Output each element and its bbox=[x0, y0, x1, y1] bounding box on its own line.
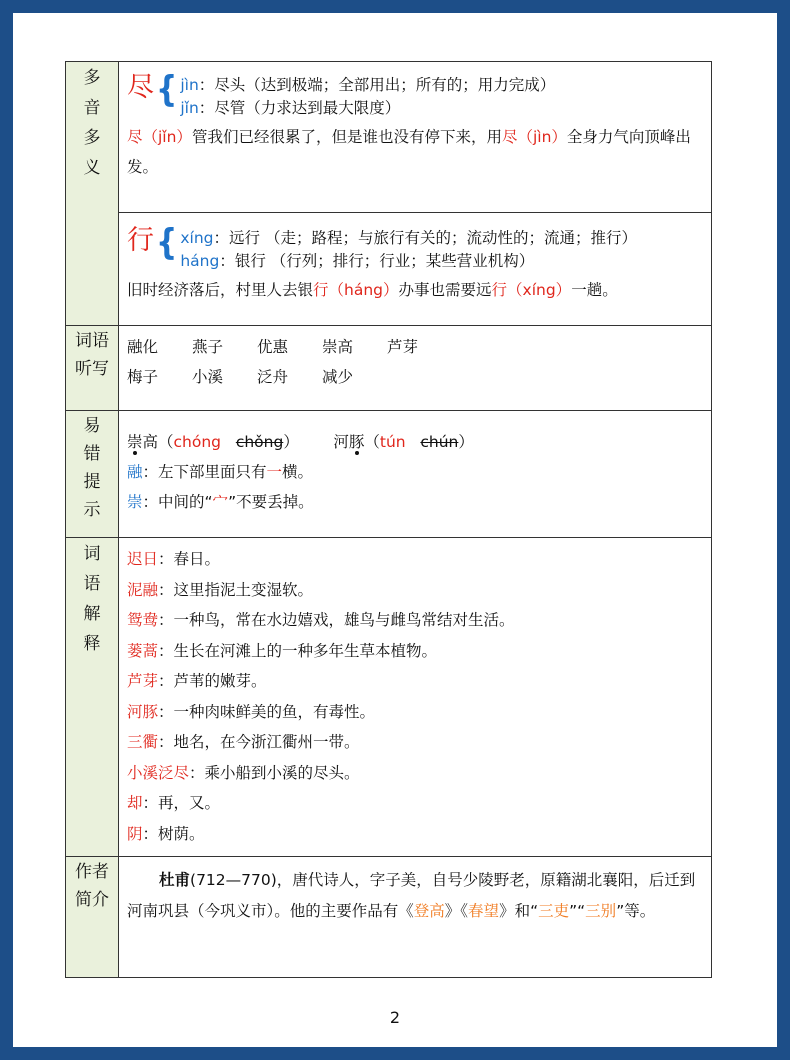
glossary-label-text: 词语解释 bbox=[83, 544, 101, 654]
gloss-item: 迟日：春日。 bbox=[127, 550, 221, 568]
brace-icon: { bbox=[156, 68, 178, 111]
gloss-item: 泥融：这里指泥土变湿软。 bbox=[127, 580, 314, 599]
polyphone-char: 尽 bbox=[127, 72, 154, 103]
author-label-line2: 简介 bbox=[75, 890, 109, 910]
polyphone-entry-xing bbox=[119, 213, 712, 326]
gloss-item: 三衢：地名，在今浙江衢州一带。 bbox=[127, 733, 360, 751]
gloss-item: 河豚：一种肉味鲜美的鱼，有毒性。 bbox=[127, 702, 376, 721]
gloss-item: 阴：树荫。 bbox=[127, 824, 205, 843]
errors-label-text: 易错提示 bbox=[83, 416, 101, 520]
glossary-content bbox=[119, 538, 712, 857]
gloss-item: 蒌蒿：生长在河滩上的一种多年生草本植物。 bbox=[127, 641, 438, 660]
error-tip-rong: 融：左下部里面只有一横。 bbox=[127, 463, 314, 481]
dictation-word: 泛舟 bbox=[257, 368, 289, 386]
dictation-word: 芦芽 bbox=[387, 338, 419, 356]
dictation-label-line1: 词语 bbox=[75, 331, 109, 351]
polyphone-label bbox=[66, 62, 119, 326]
reading-meaning: ：尽头（达到极端；全部用出；所有的；用力完成） bbox=[198, 76, 556, 94]
example-sentence: 旧时经济落后，村里人去银行（háng）办事也需要远行（xíng）一趟。 bbox=[127, 281, 618, 299]
polyphone-row-jin bbox=[66, 62, 712, 213]
polyphone-label-text: 多音多义 bbox=[83, 68, 101, 178]
pinyin-reading: jǐn bbox=[180, 99, 199, 117]
dictation-words bbox=[119, 326, 712, 411]
page bbox=[13, 13, 777, 1047]
dictation-word: 减少 bbox=[322, 368, 354, 386]
author-bio: 杜甫(712—770)，唐代诗人，字子美，自号少陵野老，原籍湖北襄阳，后迁到河南巩县（今巩义市）。他的主要作品有《登高》《春望》和“三吏”“三别”等。 bbox=[127, 871, 696, 920]
errors-label bbox=[66, 411, 119, 538]
example-sentence: 尽（jǐn）管我们已经很累了，但是谁也没有停下来，用尽（jìn）全身力气向顶峰出发。 bbox=[127, 128, 691, 176]
dictation-label-line2: 听写 bbox=[75, 359, 109, 379]
glossary-label bbox=[66, 538, 119, 857]
gloss-item: 芦芽：芦苇的嫩芽。 bbox=[127, 672, 267, 690]
dictation-label bbox=[66, 326, 119, 411]
author-label-line1: 作者 bbox=[75, 862, 109, 882]
gloss-item: 鸳鸯：一种鸟，常在水边嬉戏，雄鸟与雌鸟常结对生活。 bbox=[127, 611, 515, 629]
author-label bbox=[66, 857, 119, 978]
study-table bbox=[65, 61, 712, 978]
brace-icon: { bbox=[156, 221, 178, 264]
error-tip-chong: 崇：中间的“宀”不要丢掉。 bbox=[127, 493, 314, 511]
dictation-word: 小溪 bbox=[192, 368, 224, 386]
gloss-item: 却：再，又。 bbox=[127, 794, 221, 812]
gloss-item: 小溪泛尽：乘小船到小溪的尽头。 bbox=[127, 763, 360, 782]
reading-meaning: ：尽管（力求达到最大限度） bbox=[198, 99, 401, 117]
dictation-word: 崇高 bbox=[322, 338, 354, 356]
pinyin-reading: jìn bbox=[180, 76, 199, 94]
dictation-row bbox=[66, 326, 712, 411]
reading-meaning: ：远行 （走；路程；与旅行有关的；流动性的；流通；推行） bbox=[213, 229, 637, 247]
author-content bbox=[119, 857, 712, 978]
polyphone-char: 行 bbox=[127, 225, 154, 256]
pinyin-reading: háng bbox=[180, 252, 220, 270]
pinyin-reading: xíng bbox=[180, 229, 214, 247]
glossary-row bbox=[66, 538, 712, 857]
dictation-word: 优惠 bbox=[257, 338, 289, 356]
dictation-word: 梅子 bbox=[127, 368, 159, 386]
dictation-word: 融化 bbox=[127, 338, 159, 356]
polyphone-entry-jin bbox=[119, 62, 712, 213]
error-tip-pinyin: 崇高（chóng chǒng） 河豚（tún chún） bbox=[127, 433, 474, 451]
errors-row bbox=[66, 411, 712, 538]
page-number: 2 bbox=[389, 1008, 401, 1027]
reading-meaning: ：银行 （行列；排行；行业；某些营业机构） bbox=[219, 252, 535, 270]
dictation-word: 燕子 bbox=[192, 338, 224, 356]
polyphone-row-xing bbox=[66, 213, 712, 326]
author-row bbox=[66, 857, 712, 978]
errors-content bbox=[119, 411, 712, 538]
